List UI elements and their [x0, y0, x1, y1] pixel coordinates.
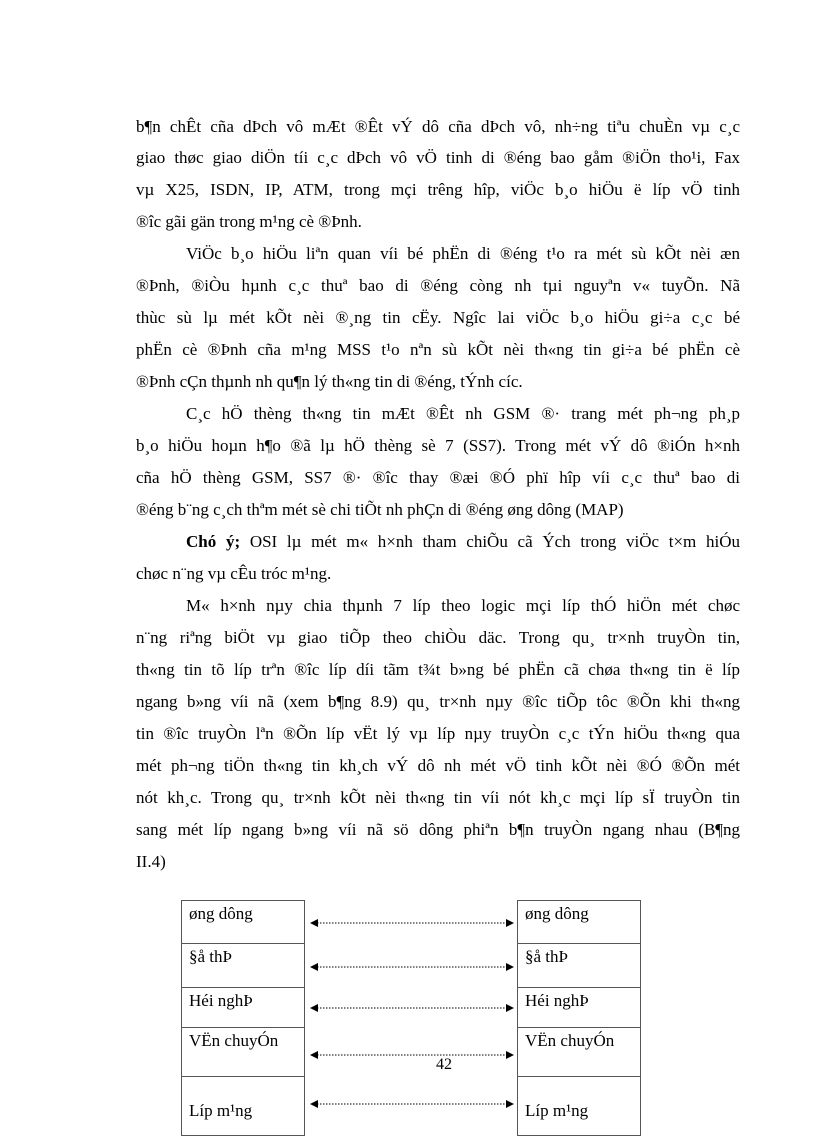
text-line: ViÖc b¸o hiÖu liªn quan víi bé phËn di ®éng t¹o ra mét sù kÕt nèi æn [186, 244, 740, 263]
left-layer-application: øng dông [181, 900, 305, 944]
text-line: phËn cè ®Þnh cña m¹ng MSS t¹o nªn sù kÕt nèi th«ng tin gi÷a bé phËn cè [136, 340, 740, 359]
text-line: ®îc gãi gän trong m¹ng cè ®Þnh. [136, 212, 362, 231]
text-line: ®Þnh cÇn thµnh nh qu¶n lý th«ng tin di ®éng, tÝnh cíc. [136, 372, 523, 391]
right-layer-application: øng dông [517, 900, 641, 944]
text-line: sang mét líp ngang b»ng víi nã sö dông phiªn b¶n truyÒn ngang nhau (B¶ng [136, 820, 740, 839]
text-line: n¨ng riªng biÖt vµ giao tiÕp theo chiÒu däc. Trong qu¸ tr×nh truyÒn tin, [136, 628, 740, 647]
right-layer-presentation: §å thÞ [517, 943, 641, 988]
text-line: M« h×nh nµy chia thµnh 7 líp theo logic mçi líp thÓ hiÖn mét chøc [186, 596, 740, 615]
text-line: II.4) [136, 852, 166, 871]
right-layer-network: Líp m¹ng [517, 1076, 641, 1136]
text-line: vµ X25, ISDN, IP, ATM, trong mçi trêng hîp, viÖc b¸o hiÖu ë líp vÖ tinh [136, 180, 740, 199]
right-layer-transport: VËn chuyÓn [517, 1027, 641, 1077]
left-layer-network: Líp m¹ng [181, 1076, 305, 1136]
text-line: mét ph¬ng tiÖn th«ng tin kh¸ch vÝ dô nh mét vÖ tinh kÕt nèi ®Ó ®Õn mét [136, 756, 740, 775]
text-line: cña hÖ thèng GSM, SS7 ®· ®îc thay ®æi ®Ó phï hîp víi c¸c thuª bao di [136, 468, 740, 487]
left-layer-presentation: §å thÞ [181, 943, 305, 988]
text-line: b¶n chÊt cña dÞch vô mÆt ®Êt vÝ dô cña dÞch vô, nh÷ng tiªu chuÈn vµ c¸c [136, 117, 740, 136]
text-line: giao thøc giao diÖn tíi c¸c dÞch vô vÖ tinh di ®éng bao gåm ®iÖn tho¹i, Fax [136, 148, 740, 167]
text-line: chøc n¨ng vµ cÊu tróc m¹ng. [136, 564, 332, 583]
text-line: C¸c hÖ thèng th«ng tin mÆt ®Êt nh GSM ®· trang mét ph¬ng ph¸p [186, 404, 740, 423]
peer-arrows [305, 900, 519, 1123]
text-line: thùc sù lµ mét kÕt nèi ®¸ng tin cËy. Ngîc lai viÖc b¸o hiÖu gi÷a c¸c bé [136, 308, 740, 327]
text-line: ®Þnh, ®iÒu hµnh c¸c thuª bao di ®éng còng nh tµi nguyªn v« tuyÕn. Nã [136, 276, 740, 295]
text-line: ®éng b¨ng c¸ch thªm mét sè chi tiÕt nh phÇn di ®éng øng dông (MAP) [136, 500, 624, 519]
note-label: Chó ý; [186, 532, 241, 551]
text-line: nót kh¸c. Trong qu¸ tr×nh kÕt nèi th«ng tin víi nót kh¸c mçi líp sÏ truyÒn tin [136, 788, 740, 807]
page-number: 42 [436, 1056, 452, 1073]
text-line: tin ®îc truyÒn lªn ®Õn líp vËt lý vµ líp nµy truyÒn c¸c tÝn hiÖu th«ng qua [136, 724, 740, 743]
left-layer-transport: VËn chuyÓn [181, 1027, 305, 1077]
note-text: OSI lµ mét m« h×nh tham chiÕu cã Ých trong viÖc t×m hiÓu [240, 532, 740, 551]
note-line [186, 532, 740, 552]
text-line: th«ng tin tõ líp trªn ®îc líp díi tãm t¾t b»ng bé phËn cã chøa th«ng tin ë líp [136, 660, 740, 679]
text-line: b¸o hiÖu hoµn h¶o ®ã lµ hÖ thèng sè 7 (SS7). Trong mét vÝ dô ®iÓn h×nh [136, 436, 740, 455]
right-layer-session: Héi nghÞ [517, 987, 641, 1028]
left-layer-session: Héi nghÞ [181, 987, 305, 1028]
text-line: ngang b»ng víi nã (xem b¶ng 8.9) qu¸ tr×nh nµy ®îc tiÕp tôc ®Õn khi th«ng [136, 692, 740, 711]
